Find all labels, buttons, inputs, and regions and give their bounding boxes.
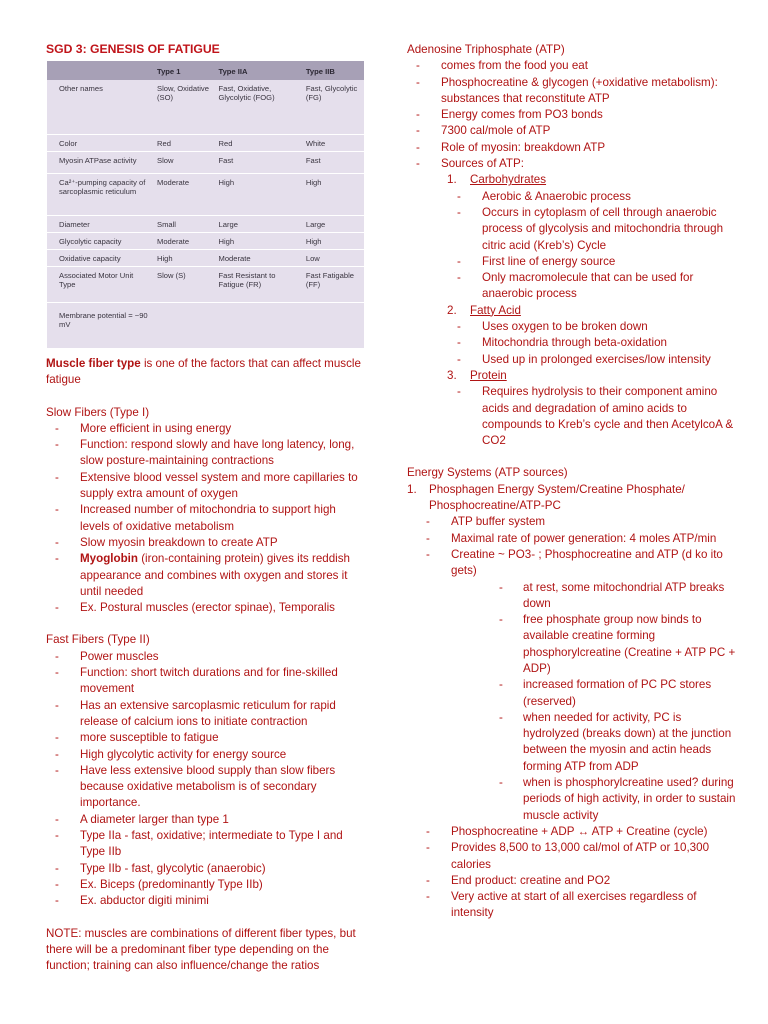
intro-text: is one of the factors that can affect muscle fatigue <box>46 357 361 387</box>
table-row <box>47 232 364 249</box>
table-cell: Low <box>303 249 364 266</box>
table-cell: Fast Fatigable (FF) <box>303 266 364 302</box>
table-cell: White <box>303 134 364 151</box>
list-item: - ATP buffer system <box>417 514 737 530</box>
list-item <box>46 551 364 600</box>
list-number: 1. <box>447 173 457 187</box>
list-item <box>407 156 737 449</box>
phosphagen-system <box>407 482 737 922</box>
table-cell: Red <box>154 134 216 151</box>
list-item: - Aerobic & Anaerobic process <box>448 189 737 205</box>
table-cell: High <box>303 232 364 249</box>
list-item: - More efficient in using energy <box>46 421 364 437</box>
creatine-detail-list <box>407 580 737 824</box>
list-item: - when needed for activity, PC is hydrolyzed (breaks down) at the junction between the myosin and actin heads forming ATP from ADP <box>499 710 737 775</box>
source-name: Protein <box>470 368 507 382</box>
list-number: 1. <box>407 482 417 496</box>
phosphagen-list-continued <box>417 824 737 922</box>
table-cell: Glycolytic capacity <box>47 232 154 249</box>
table-cell: Other names <box>47 80 154 134</box>
myoglobin-text: (iron-containing protein) gives its reddish appearance and combines with oxygen and stores it until needed <box>80 552 350 598</box>
list-item: - Phosphocreatine & glycogen (+oxidative metabolism): substances that reconstitute ATP <box>407 75 737 108</box>
list-item: - more susceptible to fatigue <box>46 730 364 746</box>
source-protein <box>447 368 737 449</box>
list-item: - Extensive blood vessel system and more capillaries to supply extra amount of oxygen <box>46 470 364 503</box>
table-header-cell: Type IIA <box>216 61 303 80</box>
list-item: - Ex. abductor digiti minimi <box>46 893 364 909</box>
source-name: Fatty Acid <box>470 303 521 317</box>
table-cell: Moderate <box>154 232 216 249</box>
list-item: - Ex. Biceps (predominantly Type IIb) <box>46 877 364 893</box>
table-row <box>47 134 364 151</box>
table-cell: Fast Resistant to Fatigue (FR) <box>216 266 303 302</box>
list-item: - End product: creatine and PO2 <box>417 873 737 889</box>
slow-fibers-heading: Slow Fibers (Type I) <box>46 405 150 419</box>
table-row <box>47 215 364 232</box>
list-item: - Ex. Postural muscles (erector spinae), Temporalis <box>46 600 364 616</box>
list-item: - Function: respond slowly and have long latency, long, slow posture-maintaining contractions <box>46 437 364 470</box>
list-item: - Provides 8,500 to 13,000 cal/mol of ATP or 10,300 calories <box>417 840 737 873</box>
list-item: - Maximal rate of power generation: 4 moles ATP/min <box>417 531 737 547</box>
phosphagen-list <box>417 514 737 579</box>
list-item: - Mitochondria through beta-oxidation <box>448 335 737 351</box>
table-row <box>47 302 364 332</box>
table-cell: Moderate <box>154 173 216 215</box>
note-paragraph: NOTE: muscles are combinations of different fiber types, but there will be a predominant fiber type depending on the function; training can also influence/change the ratios <box>46 926 356 973</box>
list-item: - Power muscles <box>46 649 364 665</box>
table-cell: High <box>216 232 303 249</box>
table-cell <box>154 302 216 332</box>
list-item: - Role of myosin: breakdown ATP <box>407 140 737 156</box>
myoglobin-bold: Myoglobin <box>80 552 138 566</box>
table-cell: High <box>303 173 364 215</box>
table-row <box>47 80 364 134</box>
left-column <box>46 42 364 974</box>
list-number: 3. <box>447 368 457 382</box>
list-item: - Slow myosin breakdown to create ATP <box>46 535 364 551</box>
protein-list <box>448 384 737 449</box>
source-name: Carbohydrates <box>470 173 547 187</box>
table-cell: Oxidative capacity <box>47 249 154 266</box>
list-item: - Increased number of mitochondria to support high levels of oxidative metabolism <box>46 502 364 535</box>
table-cell: Fast <box>216 151 303 173</box>
list-item: - Type IIb - fast, glycolytic (anaerobic) <box>46 861 364 877</box>
table-cell: Large <box>216 215 303 232</box>
system-name: Phosphagen Energy System/Creatine Phosphate/ Phosphocreatine/ATP-PC <box>429 482 685 513</box>
table-cell: Myosin ATPase activity <box>47 151 154 173</box>
list-item: - A diameter larger than type 1 <box>46 812 364 828</box>
atp-heading: Adenosine Triphosphate (ATP) <box>407 43 565 56</box>
fast-fibers-heading: Fast Fibers (Type II) <box>46 633 150 647</box>
list-item: - Energy comes from PO3 bonds <box>407 107 737 123</box>
table-row <box>47 173 364 215</box>
table-header-cell: Type IIB <box>303 61 364 80</box>
energy-systems-heading: Energy Systems (ATP sources) <box>407 466 568 480</box>
table-cell: Associated Motor Unit Type <box>47 266 154 302</box>
list-item: - at rest, some mitochondrial ATP breaks down <box>499 580 737 613</box>
list-item: - Only macromolecule that can be used for anaerobic process <box>448 270 737 303</box>
table-cell: Slow (S) <box>154 266 216 302</box>
list-item: - Function: short twitch durations and for fine-skilled movement <box>46 665 364 698</box>
list-item: - increased formation of PC PC stores (reserved) <box>499 677 737 710</box>
table-cell: Slow <box>154 151 216 173</box>
fast-fibers-list <box>46 649 364 910</box>
source-carbohydrates <box>447 172 737 302</box>
atp-list <box>407 58 737 449</box>
source-fatty-acid <box>447 303 737 368</box>
list-item: - Very active at start of all exercises regardless of intensity <box>417 889 737 922</box>
table-cell: High <box>216 173 303 215</box>
table-cell: Slow, Oxidative (SO) <box>154 80 216 134</box>
table-header-cell <box>47 61 154 80</box>
right-column <box>407 42 737 922</box>
list-item: - Requires hydrolysis to their component amino acids and degradation of amino acids to compounds to Kreb’s cycle and then AcetylcoA & CO2 <box>448 384 737 449</box>
table-cell: Diameter <box>47 215 154 232</box>
table-cell: Ca²⁺-pumping capacity of sarcoplasmic reticulum <box>47 173 154 215</box>
list-item: - Uses oxygen to be broken down <box>448 319 737 335</box>
page-title: SGD 3: GENESIS OF FATIGUE <box>46 42 220 56</box>
table-cell: Small <box>154 215 216 232</box>
intro-paragraph <box>46 356 364 389</box>
carbohydrates-list <box>448 189 737 303</box>
table-cell: Fast, Oxidative, Glycolytic (FOG) <box>216 80 303 134</box>
list-item: - Phosphocreatine + ADP ↔ ATP + Creatine (cycle) <box>417 824 737 840</box>
table-cell: Moderate <box>216 249 303 266</box>
table-header-row <box>47 61 364 80</box>
list-item: - comes from the food you eat <box>407 58 737 74</box>
table-cell: Color <box>47 134 154 151</box>
atp-sources-list <box>427 172 737 449</box>
table-cell <box>303 302 364 332</box>
sources-label: Sources of ATP: <box>441 157 524 171</box>
table-footer-cell: Membrane potential = −90 mV <box>59 310 148 329</box>
intro-bold: Muscle fiber type <box>46 357 141 370</box>
list-item: - Has an extensive sarcoplasmic reticulum for rapid release of calcium ions to initiate contraction <box>46 698 364 731</box>
table-cell <box>216 302 303 332</box>
table-cell: Large <box>303 215 364 232</box>
table-row <box>47 151 364 173</box>
list-item: - Occurs in cytoplasm of cell through anaerobic process of glycolysis and mitochondria through citric acid (Kreb’s) Cycle <box>448 205 737 254</box>
table-row <box>47 249 364 266</box>
list-item: - Have less extensive blood supply than slow fibers because oxidative metabolism is of secondary importance. <box>46 763 364 812</box>
slow-fibers-list <box>46 421 364 617</box>
table-cell: Red <box>216 134 303 151</box>
list-item: - First line of energy source <box>448 254 737 270</box>
list-item: - Creatine ~ PO3- ; Phosphocreatine and ATP (d ko ito gets) <box>417 547 737 580</box>
list-number: 2. <box>447 303 457 317</box>
list-item: - Used up in prolonged exercises/low intensity <box>448 352 737 368</box>
fiber-type-table <box>47 61 364 348</box>
table-cell: Fast, Glycolytic (FG) <box>303 80 364 134</box>
list-item: - Type IIa - fast, oxidative; intermediate to Type I and Type IIb <box>46 828 364 861</box>
list-item: - when is phosphorylcreatine used? during periods of high activity, in order to sustain muscle activity <box>499 775 737 824</box>
table-row <box>47 266 364 302</box>
list-item: - free phosphate group now binds to available creatine forming phosphorylcreatine (Creatine + ATP PC + ADP) <box>499 612 737 677</box>
energy-systems-list <box>407 482 737 922</box>
table-cell: High <box>154 249 216 266</box>
fatty-acid-list <box>448 319 737 368</box>
list-item: - 7300 cal/mole of ATP <box>407 123 737 139</box>
table-cell: Fast <box>303 151 364 173</box>
list-item: - High glycolytic activity for energy source <box>46 747 364 763</box>
table-header-cell: Type 1 <box>154 61 216 80</box>
